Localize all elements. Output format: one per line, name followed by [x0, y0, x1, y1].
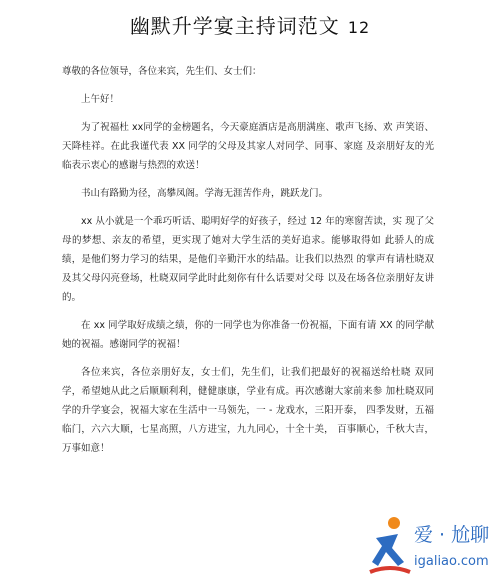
title-number: 12 [347, 18, 371, 37]
watermark-name: 爱 · 尬聊 [414, 524, 490, 546]
watermark-logo [368, 514, 496, 580]
paragraph-3: xx 从小就是一个乖巧听话、聪明好学的好孩子，经过 12 年的寒窗苦读，实 现了父母的梦想、亲友的希望，更实现了她对大学生活的美好追求。能够取得如 此骄人的成绩，是他们努力学习的结果，是他们辛勤汗水的结晶。让我们以热烈 的掌声有请杜晓双及其父母闪亮登场，杜晓双同学此时此刻你有什么话要对父母 以及在场各位亲朋好友讲的。 [62, 216, 434, 303]
paragraph-2: 书山有路勤为径，高攀凤阁。学海无涯苦作舟，跳跃龙门。 [81, 188, 329, 199]
runner-logo-icon [368, 514, 412, 580]
document-body [62, 62, 434, 467]
watermark-url: igaliao.com [414, 554, 489, 569]
title-text: 幽默升学宴主持词范文 [129, 14, 340, 38]
greeting: 尊敬的各位领导，各位来宾，先生们、女士们： [62, 66, 262, 77]
good-morning: 上午好！ [81, 94, 120, 105]
paragraph-4: 在 xx 同学取好成绩之绩，你的一同学也为你准备一份祝福，下面有请 XX 的同学献她的祝福。感谢同学的祝福！ [62, 320, 434, 350]
paragraph-1: 为了祝福杜 xx同学的金榜题名，今天豪庭酒店是高朋满座、歌声飞扬、欢 声笑语、天降桂祥。在此我谨代表 XX 同学的父母及其家人对同学、同事、家庭 及亲朋好友的光临表示衷心的感谢与热烈的欢送！ [62, 122, 434, 171]
paragraph-5: 各位来宾，各位亲朋好友，女士们，先生们，让我们把最好的祝福送给杜晓 双同学，希望她从此之后顺顺利利，健健康康，学业有成。再次感谢大家前来参 加杜晓双同学的升学宴会，祝福大家在生活中一马领先，一 - 龙戏水，三阳开泰， 四季发财，五福临门，六六大顺，七星高照，八方进宝，九九同心，十全十美， 百事顺心，千秋大吉，万事如意！ [62, 367, 434, 454]
document-title [0, 10, 500, 39]
